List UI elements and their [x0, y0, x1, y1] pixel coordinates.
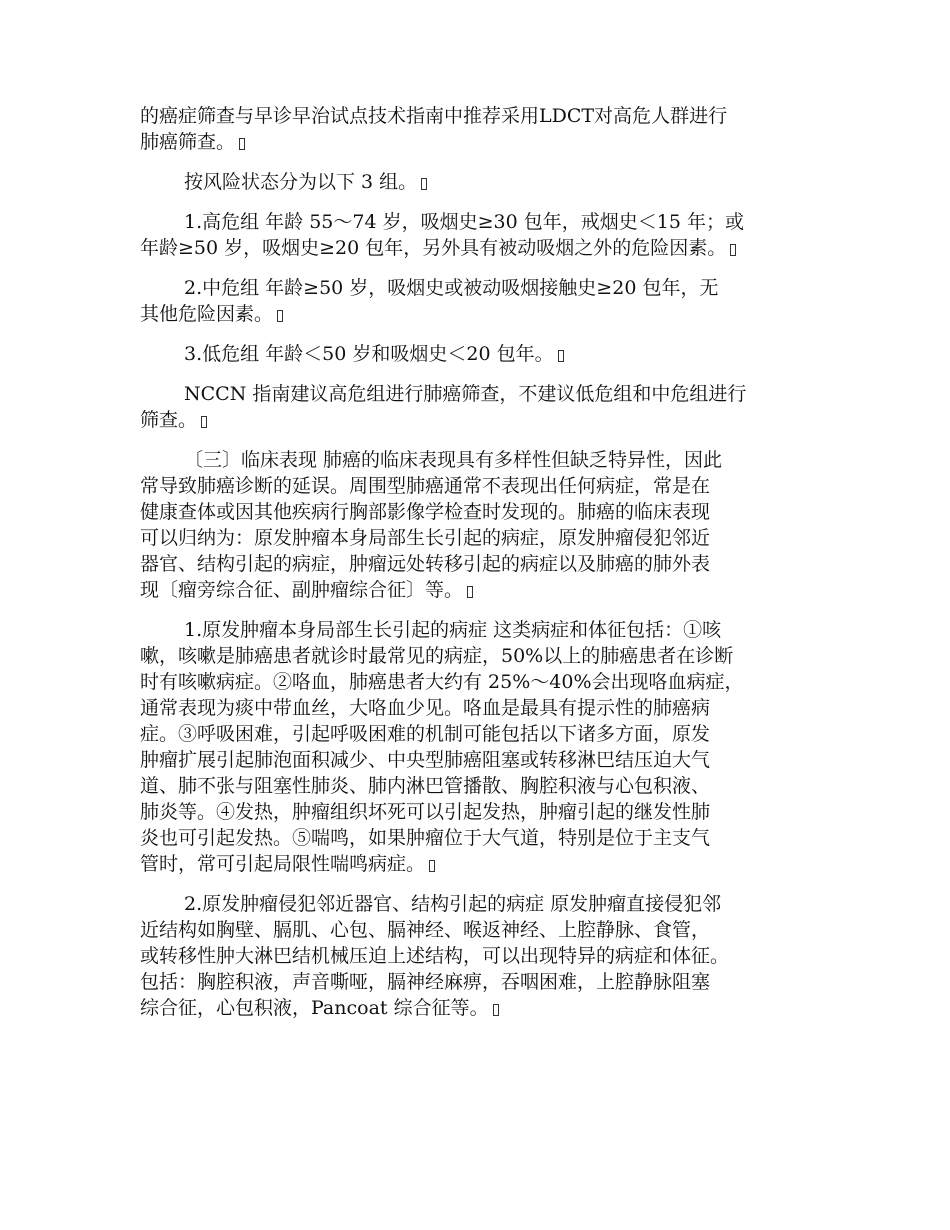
text-line: 1.原发肿瘤本身局部生长引起的病症 这类病症和体征包括：①咳: [184, 619, 722, 641]
text-line: 1.高危组 年龄 55～74 岁，吸烟史≥30 包年，戒烟史＜15 年；或: [184, 211, 744, 233]
paragraph-mark-icon: [421, 178, 427, 190]
text-line: [140, 301, 810, 327]
text-line: 道、肺不张与阻塞性肺炎、肺内淋巴管播散、胸腔积液与心包积液、: [140, 775, 711, 797]
text-line: 的癌症筛查与早诊早治试点技术指南中推荐采用LDCT对高危人群进行: [140, 105, 728, 127]
paragraph-invasion-symptoms: [140, 891, 810, 1021]
paragraph-mark-icon: [239, 138, 245, 150]
text-line: 肺炎等。④发热，肿瘤组织坏死可以引起发热，肿瘤引起的继发性肺: [140, 801, 711, 823]
text-line: 器官、结构引起的病症，肿瘤远处转移引起的病症以及肺癌的肺外表: [140, 553, 711, 575]
text-line: NCCN 指南建议高危组进行肺癌筛查，不建议低危组和中危组进行: [184, 383, 747, 405]
paragraph-local-growth-symptoms: [140, 617, 810, 877]
text-line: 2.原发肿瘤侵犯邻近器官、结构引起的病症 原发肿瘤直接侵犯邻: [184, 893, 722, 915]
text-line: [140, 407, 810, 433]
text-line: [140, 995, 810, 1021]
text-line-content: 现〔瘤旁综合征、副肿瘤综合征〕等。: [140, 579, 464, 601]
paragraph-mark-icon: [201, 416, 207, 428]
text-line-content: 肺癌筛查。: [140, 131, 236, 153]
paragraph-medium-risk-group: [140, 275, 810, 327]
text-line: [140, 341, 810, 367]
text-line: 时有咳嗽病症。②咯血，肺癌患者大约有 25%～40%会出现咯血病症，: [140, 671, 744, 693]
paragraph-high-risk-group: [140, 209, 810, 261]
paragraph-mark-icon: [493, 1004, 499, 1016]
text-line: 2.中危组 年龄≥50 岁，吸烟史或被动吸烟接触史≥20 包年，无: [184, 277, 719, 299]
text-line: 炎也可引起发热。⑤喘鸣，如果肿瘤位于大气道，特别是位于主支气: [140, 827, 711, 849]
paragraph-mark-icon: [730, 244, 736, 256]
text-line: 可以归纳为：原发肿瘤本身局部生长引起的病症，原发肿瘤侵犯邻近: [140, 527, 711, 549]
text-line: 嗽，咳嗽是肺癌患者就诊时最常见的病症，50%以上的肺癌患者在诊断: [140, 645, 734, 667]
text-line: [140, 851, 810, 877]
document-body: [140, 103, 810, 1035]
text-line-content: 年龄≥50 岁，吸烟史≥20 包年，另外具有被动吸烟之外的危险因素。: [140, 237, 727, 259]
paragraph-nccn-recommendation: [140, 381, 810, 433]
paragraph-mark-icon: [467, 586, 473, 598]
text-line: 包括：胸腔积液，声音嘶哑，膈神经麻痹，吞咽困难，上腔静脉阻塞: [140, 971, 711, 993]
paragraph-mark-icon: [429, 860, 435, 872]
text-line: 健康查体或因其他疾病行胸部影像学检查时发现的。肺癌的临床表现: [140, 501, 711, 523]
paragraph-risk-groups-intro: [140, 169, 810, 195]
text-line: 常导致肺癌诊断的延误。周围型肺癌通常不表现出任何病症，常是在: [140, 475, 711, 497]
paragraph-mark-icon: [558, 350, 564, 362]
paragraph-clinical-manifestations: [140, 447, 810, 603]
text-line-content: 其他危险因素。: [140, 303, 274, 325]
text-line-content: 3.低危组 年龄＜50 岁和吸烟史＜20 包年。: [184, 343, 554, 365]
paragraph-screening-guideline: [140, 103, 810, 155]
text-line: 〔三〕临床表现 肺癌的临床表现具有多样性但缺乏特异性，因此: [184, 449, 723, 471]
text-line: [140, 577, 810, 603]
paragraph-mark-icon: [277, 310, 283, 322]
text-line: 近结构如胸壁、膈肌、心包、膈神经、喉返神经、上腔静脉、食管，: [140, 919, 711, 941]
text-line: 症。③呼吸困难，引起呼吸困难的机制可能包括以下诸多方面，原发: [140, 723, 711, 745]
text-line-content: 综合征，心包积液，Pancoat 综合征等。: [140, 997, 489, 1019]
text-line-content: 按风险状态分为以下 3 组。: [184, 171, 418, 193]
text-line-content: 筛查。: [140, 409, 198, 431]
text-line: 肿瘤扩展引起肺泡面积减少、中央型肺癌阻塞或转移淋巴结压迫大气: [140, 749, 711, 771]
text-line: 通常表现为痰中带血丝，大咯血少见。咯血是最具有提示性的肺癌病: [140, 697, 711, 719]
paragraph-low-risk-group: [140, 341, 810, 367]
text-line: [140, 235, 810, 261]
text-line: 或转移性肿大淋巴结机械压迫上述结构，可以出现特异的病症和体征。: [140, 945, 730, 967]
text-line: [140, 129, 810, 155]
text-line: [140, 169, 810, 195]
text-line-content: 管时，常可引起局限性喘鸣病症。: [140, 853, 426, 875]
